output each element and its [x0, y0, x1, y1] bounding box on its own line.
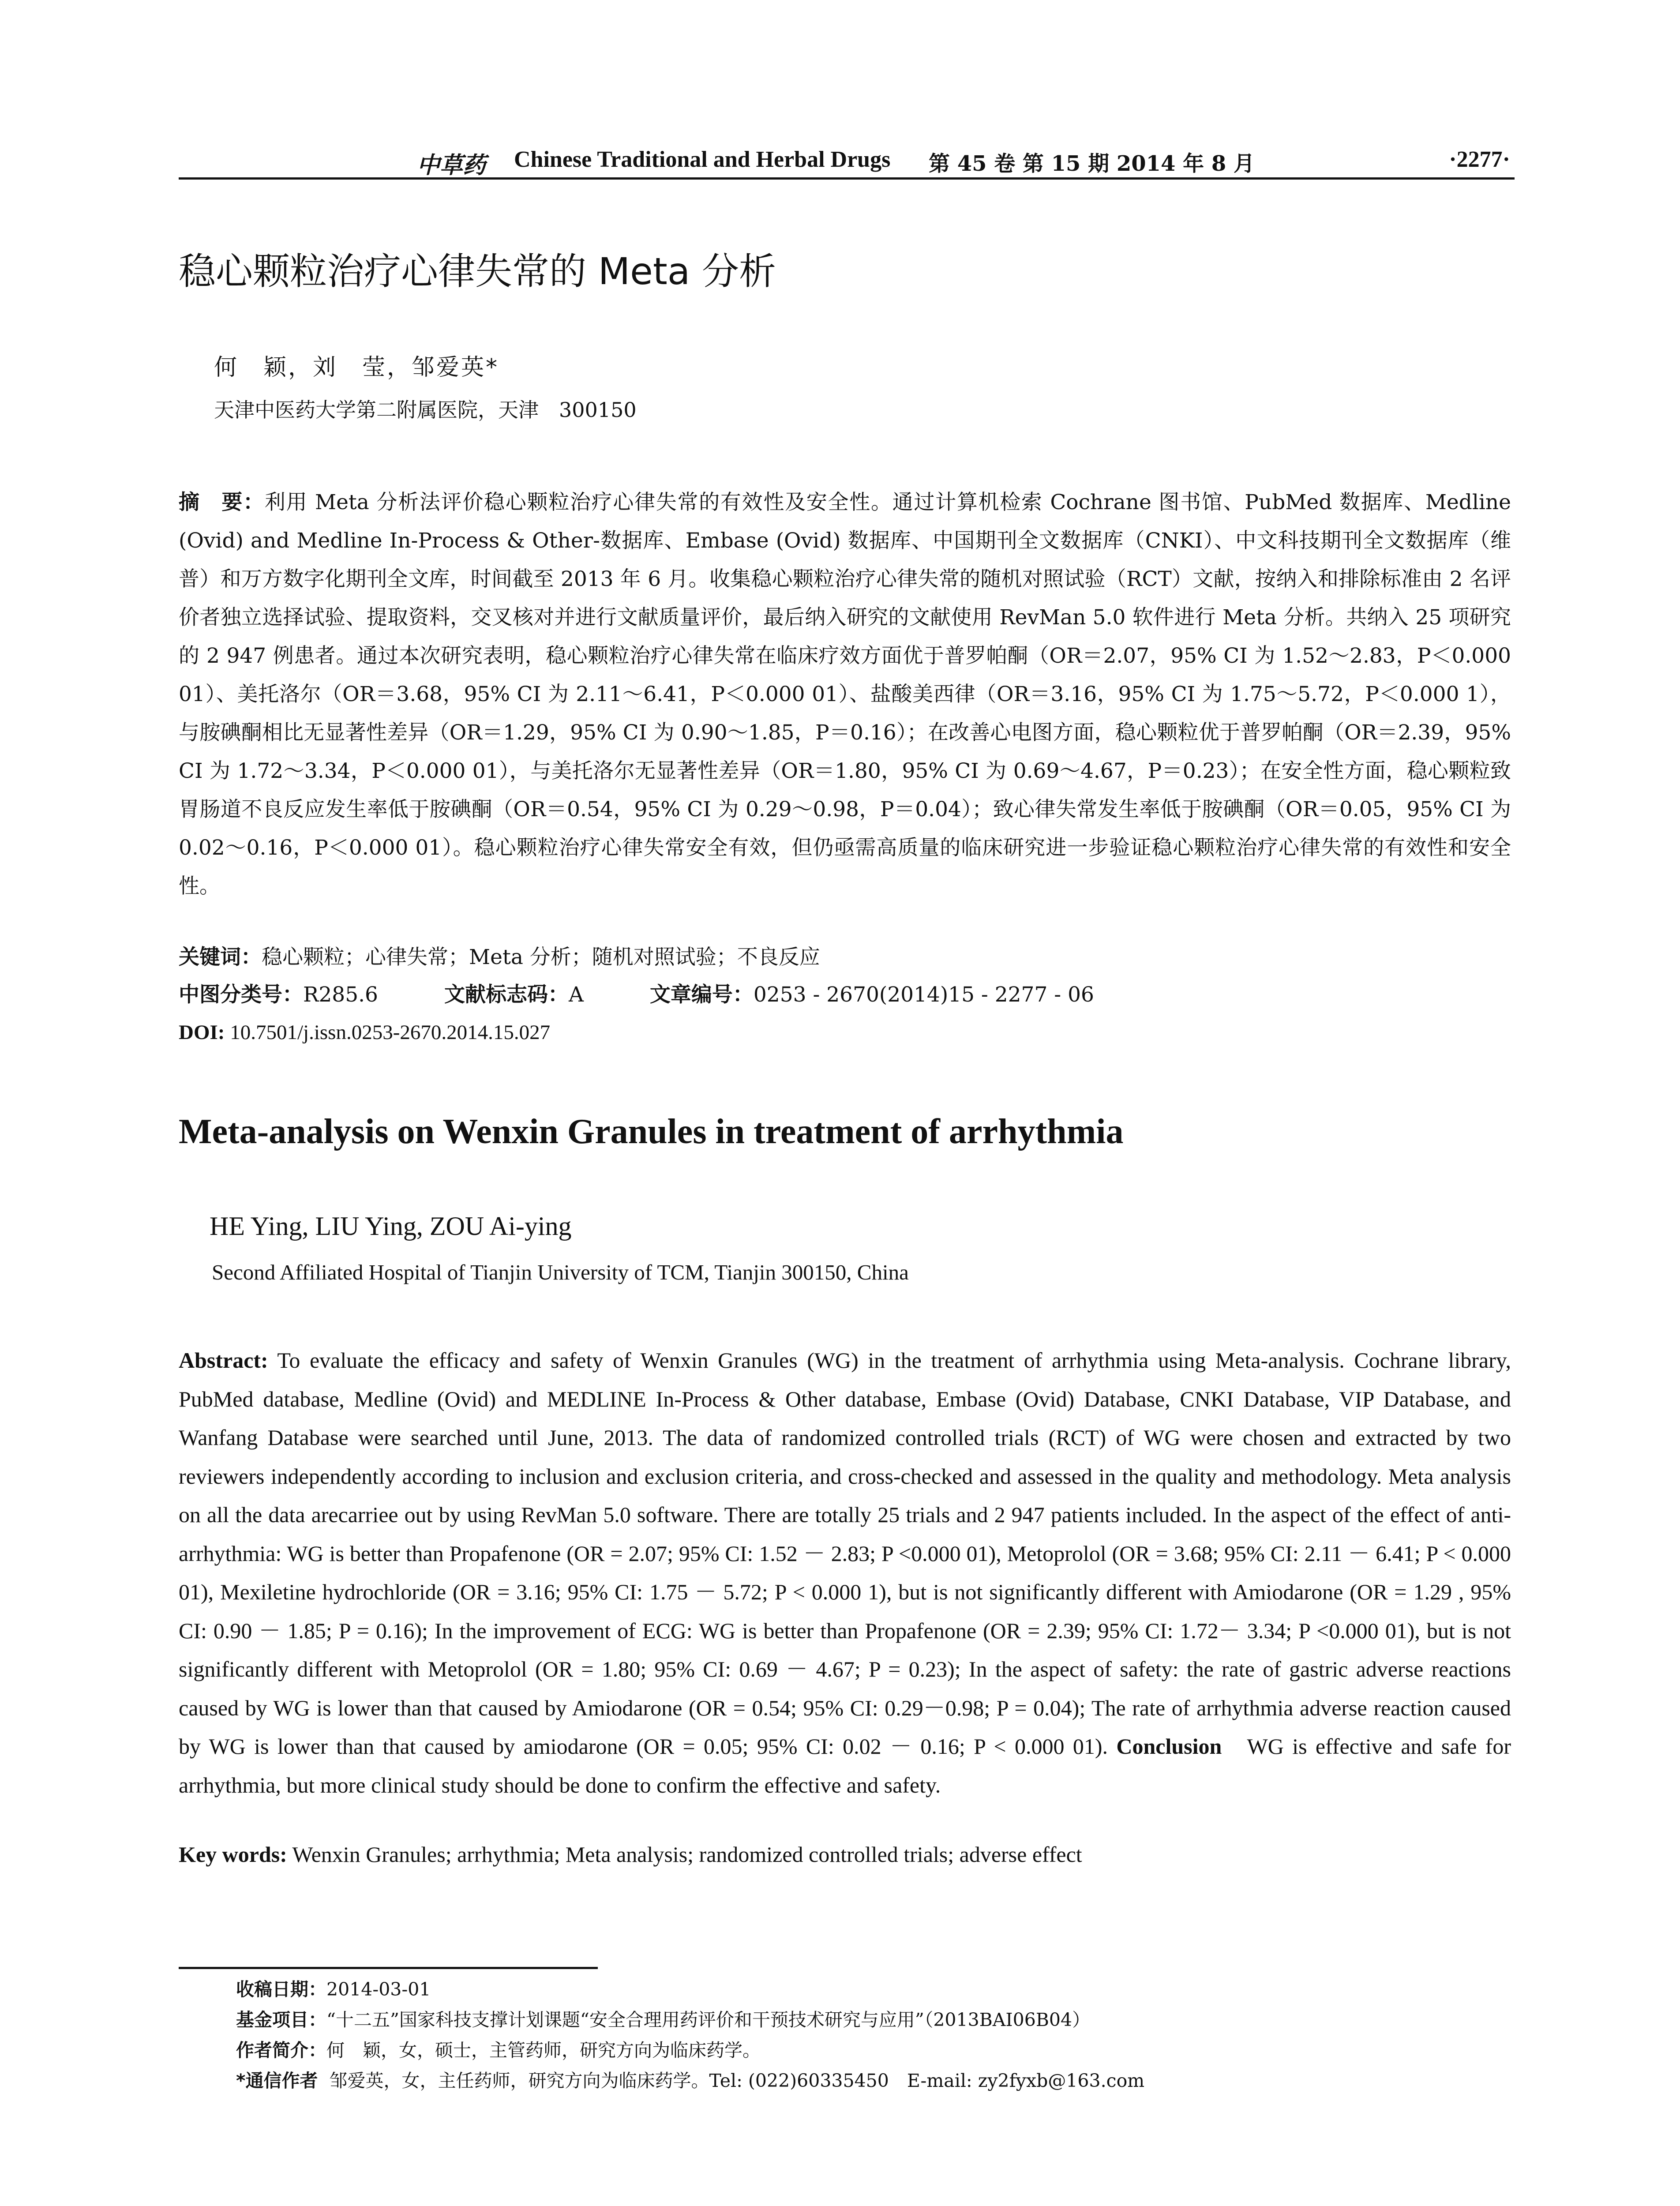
fund-value: “十二五”国家科技支撑计划课题“安全合理用药评价和干预技术研究与应用”（2013BAI06B04） [326, 2009, 1091, 2030]
issue-info: 第 45 卷 第 15 期 2014 年 8 月 [929, 151, 1255, 176]
doi-value: 10.7501/j.issn.0253-2670.2014.15.027 [230, 1021, 551, 1044]
authors-en: HE Ying, LIU Ying, ZOU Ai-ying [210, 1212, 572, 1241]
received-label: 收稿日期： [236, 1979, 326, 2000]
conclusion-text: WG is effective and safe for arrhythmia, but more clinical study should be done to confirm the effective and safety. [179, 1734, 1511, 1797]
doi-line [179, 1015, 1511, 1050]
running-header [179, 138, 1515, 180]
article-title-cn: 稳心颗粒治疗心律失常的 Meta 分析 [179, 250, 776, 293]
footnote-fund [236, 2005, 1515, 2035]
author-bio-value: 何 颖，女，硕士，主管药师，研究方向为临床药学。 [326, 2040, 761, 2061]
conclusion-label: Conclusion [1116, 1734, 1222, 1759]
footnote-received [236, 1974, 1515, 2005]
keywords-cn [179, 940, 1511, 975]
abstract-cn-text: 利用 Meta 分析法评价稳心颗粒治疗心律失常的有效性及安全性。通过计算机检索 Cochrane 图书馆、PubMed 数据库、Medline (Ovid) and Medline In-Process & Other-数据库、Embase (Ovid) 数据库、中国期刊全文数据库（CNKI）、中文科技期刊全文数据库（维普）和万方数字化期刊全文库，时间截至 2013 年 6 月。收集稳心颗粒治疗心律失常的随机对照试验（RCT）文献，按纳入和排除标准由 2 名评价者独立选择试验、提取资料，交叉核对并进行文献质量评价，最后纳入研究的文献使用 RevMan 5.0 软件进行 Meta 分析。共纳入 25 项研究的 2 947 例患者。通过本次研究表明，稳心颗粒治疗心律失常在临床疗效方面优于普罗帕酮（OR＝2.07，95% CI 为 1.52～2.83，P＜0.000 01）、美托洛尔（OR＝3.68，95% CI 为 2.11～6.41，P＜0.000 01）、盐酸美西律（OR＝3.16，95% CI 为 1.75～5.72，P＜0.000 1），与胺碘酮相比无显著性差异（OR＝1.29，95% CI 为 0.90～1.85，P＝0.16）；在改善心电图方面，稳心颗粒优于普罗帕酮（OR＝2.39，95% CI 为 1.72～3.34，P＜0.000 01），与美托洛尔无显著性差异（OR＝1.80，95% CI 为 0.69～4.67，P＝0.23）；在安全性方面，稳心颗粒致胃肠道不良反应发生率低于胺碘酮（OR＝0.54，95% CI 为 0.29～0.98，P＝0.04）；致心律失常发生率低于胺碘酮（OR＝0.05，95% CI 为 0.02～0.16，P＜0.000 01）。稳心颗粒治疗心律失常安全有效，但仍亟需高质量的临床研究进一步验证稳心颗粒治疗心律失常的有效性和安全性。 [179, 490, 1511, 898]
fund-label: 基金项目： [236, 2009, 326, 2030]
article-no-value: 0253 - 2670(2014)15 - 2277 - 06 [753, 983, 1094, 1007]
doc-code-value: A [568, 983, 584, 1007]
keywords-en-text: Wenxin Granules; arrhythmia; Meta analysis; randomized controlled trials; adverse effect [292, 1842, 1082, 1867]
footnote-corresponding [236, 2066, 1515, 2096]
abstract-en-label: Abstract: [179, 1348, 268, 1373]
keywords-cn-label: 关键词： [179, 945, 262, 969]
footnote-author [236, 2035, 1515, 2066]
keywords-en [179, 1835, 1511, 1874]
clc-value: R285.6 [303, 983, 378, 1007]
abstract-cn-label: 摘 要： [179, 490, 265, 514]
article-title-en: Meta-analysis on Wenxin Granules in treatment of arrhythmia [179, 1112, 1124, 1151]
clc-label: 中图分类号： [179, 983, 303, 1007]
footnote-divider [179, 1967, 598, 1969]
doi-label: DOI: [179, 1021, 225, 1044]
affiliation-en: Second Affiliated Hospital of Tianjin University of TCM, Tianjin 300150, China [212, 1260, 909, 1284]
keywords-cn-text: 稳心颗粒；心律失常；Meta 分析；随机对照试验；不良反应 [262, 945, 820, 969]
abstract-en-text: To evaluate the efficacy and safety of Wenxin Granules (WG) in the treatment of arrhythmia using Meta-analysis. Cochrane library, PubMed database, Medline (Ovid) and MEDLINE In-Process & Other database, Embase (Ovid) Database, CNKI Database, VIP Database, and Wanfang Database were searched until June, 2013. The data of randomized controlled trials (RCT) of WG were chosen and extracted by two reviewers independently according to inclusion and exclusion criteria, and cross-checked and assessed in the quality and methodology. Meta analysis on all the data arecarriee out by using RevMan 5.0 software. There are totally 25 trials and 2 947 patients included. In the aspect of the effect of anti-arrhythmia: WG is better than Propafenone (OR = 2.07; 95% CI: 1.52 － 2.83; P <0.000 01), Metoprolol (OR = 3.68; 95% CI: 2.11 － 6.41; P < 0.000 01), Mexiletine hydrochloride (OR = 3.16; 95% CI: 1.75 － 5.72; P < 0.000 1), but is not significantly different with Amiodarone (OR = 1.29 , 95% CI: 0.90 － 1.85; P = 0.16); In the improvement of ECG: WG is better than Propafenone (OR = 2.39; 95% CI: 1.72－ 3.34; P <0.000 01), but is not significantly different with Metoprolol (OR = 1.80; 95% CI: 0.69 － 4.67; P = 0.23); In the aspect of safety: the rate of gastric adverse reactions caused by WG is lower than that caused by Amiodarone (OR = 0.54; 95% CI: 0.29－0.98; P = 0.04); The rate of arrhythmia adverse reaction caused by WG is lower than that caused by amiodarone (OR = 0.05; 95% CI: 0.02 － 0.16; P < 0.000 01). [179, 1348, 1511, 1759]
doc-code-label: 文献标志码： [444, 983, 569, 1007]
author-bio-label: 作者简介： [236, 2040, 326, 2061]
journal-name-en: Chinese Traditional and Herbal Drugs [514, 147, 891, 172]
authors-cn: 何 颖，刘 莹，邹爱英* [214, 354, 499, 381]
abstract-en [179, 1341, 1511, 1805]
classification-line [179, 977, 1511, 1013]
abstract-cn [179, 483, 1511, 905]
keywords-en-label: Key words: [179, 1842, 287, 1867]
received-value: 2014-03-01 [326, 1979, 431, 2000]
journal-name-cn: 中草药 [417, 152, 486, 179]
affiliation-cn: 天津中医药大学第二附属医院，天津 300150 [214, 398, 637, 422]
corresponding-label: *通信作者 [236, 2070, 318, 2091]
article-no-label: 文章编号： [649, 983, 754, 1007]
footnotes [236, 1974, 1515, 2096]
corresponding-value: 邹爱英，女，主任药师，研究方向为临床药学。Tel: (022)60335450 E-mail: zy2fyxb@163.com [329, 2070, 1145, 2091]
page-number: ·2277· [1449, 147, 1510, 172]
